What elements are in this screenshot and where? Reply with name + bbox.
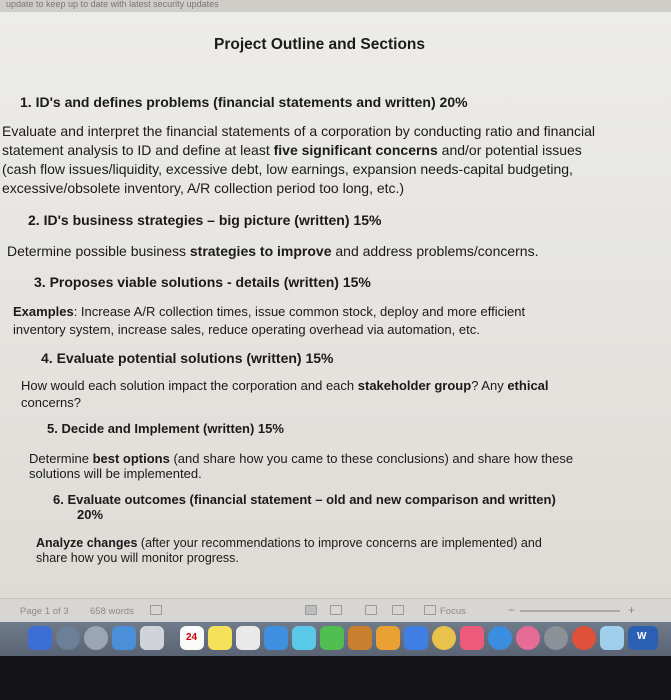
update-banner: update to keep up to date with latest security updates: [0, 0, 671, 12]
section-1-line-3: (cash flow issues/liquidity, excessive debt, low earnings, expansion needs-capital budgeting,: [2, 161, 573, 177]
section-6-line-1: [36, 536, 542, 550]
text-run: and/or potential issues: [437, 142, 582, 158]
system-preferences-icon[interactable]: [544, 626, 568, 650]
section-1-line-2: [2, 142, 582, 158]
zoom-slider[interactable]: [520, 610, 620, 612]
page-title: Project Outline and Sections: [214, 36, 426, 53]
section-6-line-2: share how you will monitor progress.: [36, 551, 239, 565]
messages-icon[interactable]: [320, 626, 344, 650]
section-5-line-1: [29, 451, 573, 466]
calendar-icon[interactable]: [180, 626, 204, 650]
outline-icon[interactable]: [365, 605, 377, 615]
word-letter: W: [637, 631, 647, 642]
pages-icon[interactable]: [348, 626, 372, 650]
bold-phrase: best options: [92, 451, 170, 466]
section-3-line-1: [13, 304, 525, 319]
music-icon[interactable]: [516, 626, 540, 650]
itunes-icon[interactable]: [432, 626, 456, 650]
word-icon[interactable]: [628, 626, 658, 650]
reminders-icon[interactable]: [236, 626, 260, 650]
text-run: (and share how you came to these conclusions) and share how these: [169, 451, 574, 466]
chrome-icon[interactable]: [572, 626, 596, 650]
text-run: and address problems/concerns.: [331, 243, 539, 259]
section-3-heading: 3. Proposes viable solutions - details (written) 15%: [34, 274, 371, 290]
podcasts-icon[interactable]: [460, 626, 484, 650]
finder-icon[interactable]: [28, 626, 52, 650]
page-count[interactable]: Page 1 of 3: [20, 606, 69, 617]
focus-icon[interactable]: [424, 605, 436, 615]
screen-bezel: [0, 656, 671, 700]
bold-word: ethical: [507, 378, 549, 393]
preview-icon[interactable]: [600, 626, 624, 650]
bold-phrase: five significant concerns: [273, 142, 438, 158]
section-2-heading: 2. ID's business strategies – big picture (written) 15%: [28, 212, 382, 228]
bold-phrase: stakeholder group: [357, 378, 472, 393]
dock: [0, 622, 671, 656]
photos-icon[interactable]: [292, 626, 316, 650]
section-3-line-2: inventory system, increase sales, reduce operating overhead via automation, etc.: [13, 322, 480, 337]
text-run: : Increase A/R collection times, issue common stock, deploy and more efficient: [73, 304, 526, 319]
word-count[interactable]: 658 words: [90, 606, 134, 617]
notes-icon[interactable]: [208, 626, 232, 650]
zoom-in-button[interactable]: +: [628, 603, 636, 617]
contacts-icon[interactable]: [140, 626, 164, 650]
calendar-day: 24: [186, 632, 198, 643]
section-1-heading: 1. ID's and defines problems (financial statements and written) 20%: [20, 94, 468, 110]
text-run: Determine possible business: [7, 243, 190, 259]
web-layout-icon[interactable]: [330, 605, 342, 615]
text-run: ? Any: [471, 378, 508, 393]
section-4-line-1: [21, 378, 549, 393]
section-5-heading: 5. Decide and Implement (written) 15%: [47, 421, 284, 436]
section-4-heading: 4. Evaluate potential solutions (written) 15%: [41, 350, 334, 366]
section-4-line-2: concerns?: [21, 395, 81, 410]
app-store-icon[interactable]: [488, 626, 512, 650]
draft-icon[interactable]: [392, 605, 404, 615]
section-6-heading: 6. Evaluate outcomes (financial statement – old and new comparison and written): [53, 492, 556, 507]
section-1-line-4: excessive/obsolete inventory, A/R collection period too long, etc.): [2, 180, 405, 196]
focus-label[interactable]: Focus: [440, 606, 466, 617]
print-layout-icon[interactable]: [305, 605, 317, 615]
bold-phrase: Analyze changes: [36, 536, 138, 550]
status-bar: [0, 598, 671, 622]
section-6-heading-line-2: 20%: [77, 507, 104, 522]
bold-phrase: Examples: [13, 304, 74, 319]
text-run: How would each solution impact the corporation and each: [21, 378, 358, 393]
bold-phrase: strategies to improve: [189, 243, 332, 259]
keynote-icon[interactable]: [404, 626, 428, 650]
text-run: statement analysis to ID and define at least: [2, 142, 274, 158]
section-1-line-1: Evaluate and interpret the financial statements of a corporation by conducting ratio and financial: [2, 123, 596, 139]
section-2-line-1: [7, 243, 538, 259]
maps-icon[interactable]: [264, 626, 288, 650]
launchpad-icon[interactable]: [56, 626, 80, 650]
section-5-line-2: solutions will be implemented.: [29, 466, 202, 481]
safari-icon[interactable]: [84, 626, 108, 650]
text-run: Determine: [29, 451, 93, 466]
mail-icon[interactable]: [112, 626, 136, 650]
numbers-icon[interactable]: [376, 626, 400, 650]
proofing-icon[interactable]: [150, 605, 162, 615]
text-run: (after your recommendations to improve concerns are implemented) and: [137, 536, 542, 550]
zoom-out-button[interactable]: −: [508, 603, 516, 617]
